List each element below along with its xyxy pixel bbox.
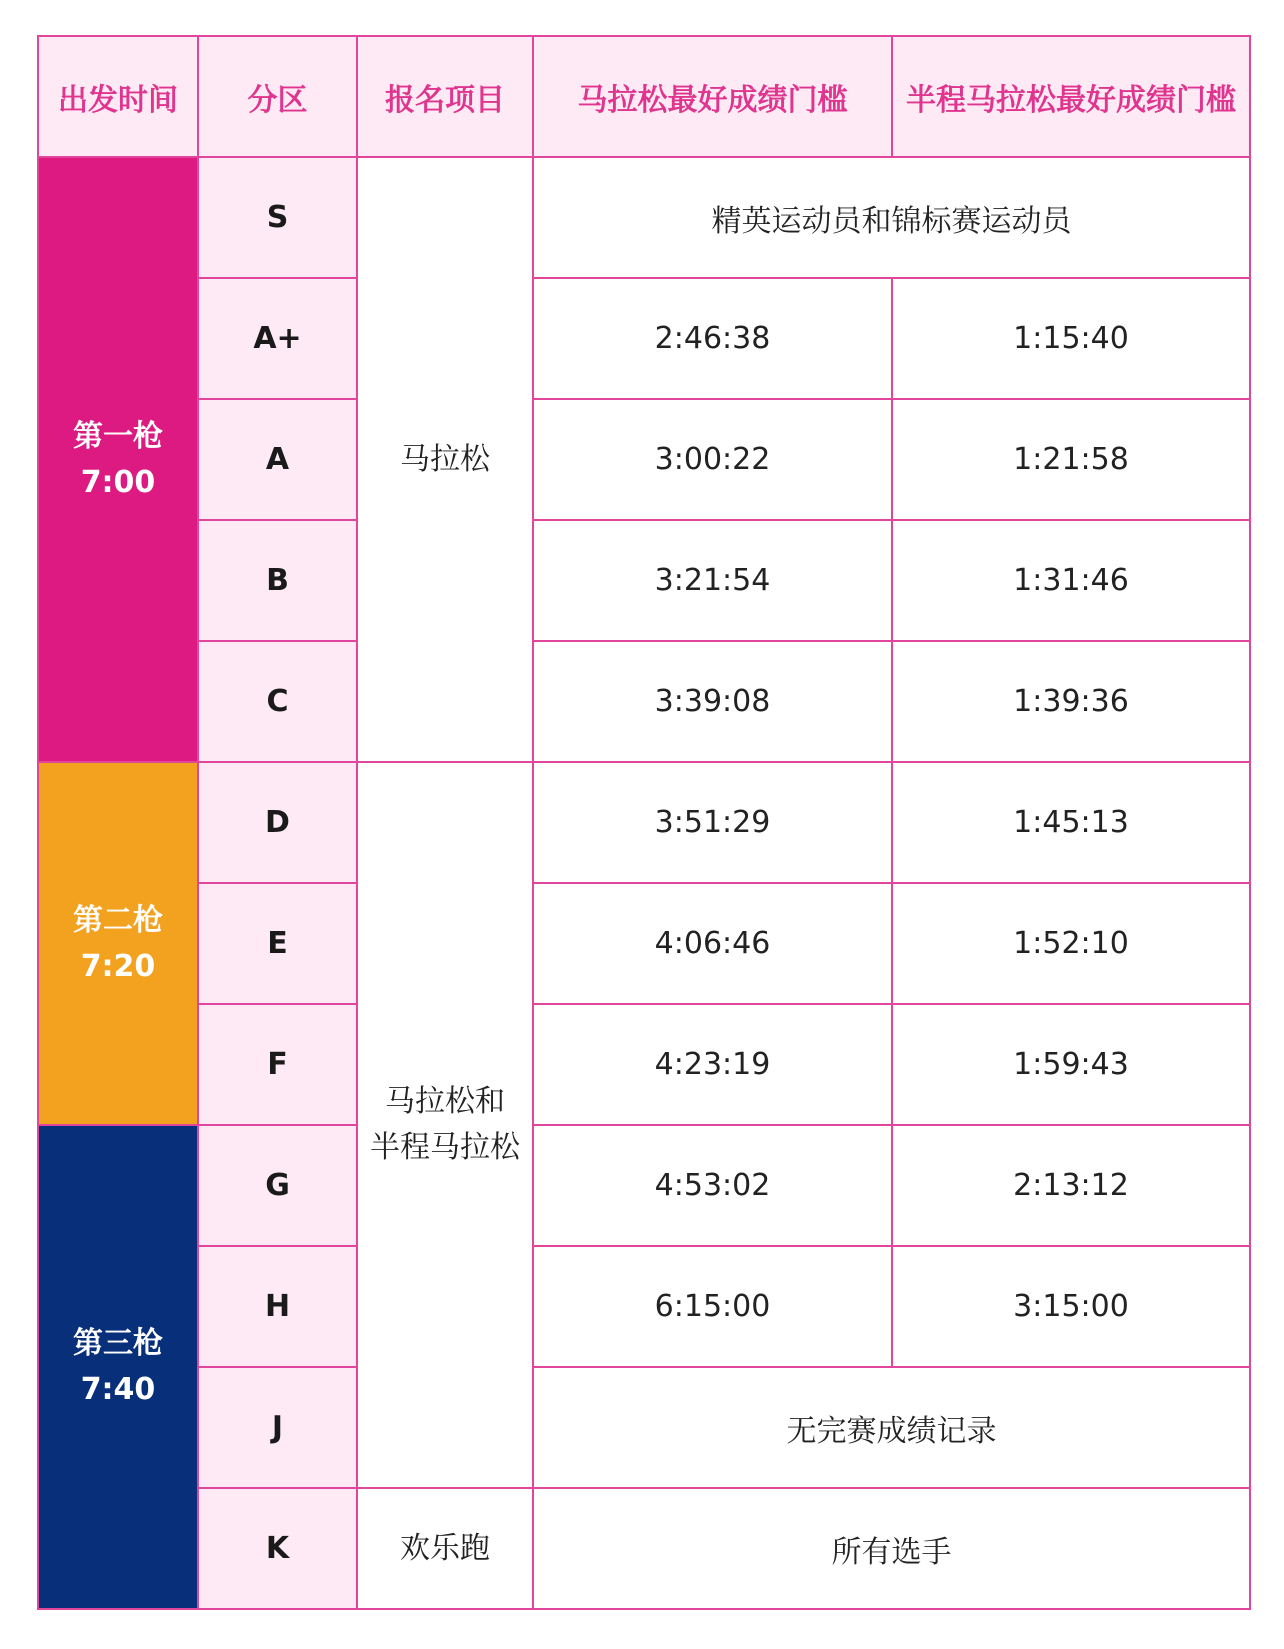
half-threshold-cell: 1:15:40: [892, 278, 1250, 399]
zone-cell: G: [198, 1125, 357, 1246]
table-row: [38, 520, 1250, 641]
gun-3-label: 第三枪: [73, 1326, 163, 1361]
table-row: [38, 1367, 1250, 1488]
gun-2-time: 7:20: [80, 948, 156, 984]
zone-cell: B: [198, 520, 357, 641]
marathon-threshold-cell: 4:23:19: [533, 1004, 892, 1125]
event-marathon-cell: 马拉松: [357, 157, 533, 762]
header-zone: 分区: [198, 36, 357, 157]
table-row: [38, 1488, 1250, 1609]
threshold-merged-cell: 无完赛成绩记录: [533, 1367, 1250, 1488]
zone-cell: D: [198, 762, 357, 883]
half-threshold-cell: 1:21:58: [892, 399, 1250, 520]
event-fun-run-cell: 欢乐跑: [357, 1488, 533, 1609]
header-row: [38, 36, 1250, 157]
marathon-threshold-cell: 3:21:54: [533, 520, 892, 641]
gun-2-cell: [38, 762, 198, 1125]
header-marathon-threshold: 马拉松最好成绩门槛: [533, 36, 892, 157]
event-combined-line1: 马拉松和: [385, 1084, 505, 1119]
zone-cell: J: [198, 1367, 357, 1488]
zone-cell: E: [198, 883, 357, 1004]
half-threshold-cell: 1:59:43: [892, 1004, 1250, 1125]
half-threshold-cell: 1:52:10: [892, 883, 1250, 1004]
marathon-threshold-cell: 3:39:08: [533, 641, 892, 762]
threshold-merged-cell: 所有选手: [533, 1488, 1250, 1609]
header-event: 报名项目: [357, 36, 533, 157]
half-threshold-cell: 1:39:36: [892, 641, 1250, 762]
gun-3-time: 7:40: [80, 1372, 156, 1407]
table-row: [38, 1125, 1250, 1246]
table-row: [38, 399, 1250, 520]
start-zone-table-wrapper: [37, 35, 1249, 1610]
zone-cell: H: [198, 1246, 357, 1367]
table-row: [38, 762, 1250, 883]
event-combined-cell: [357, 762, 533, 1488]
gun-1-label: 第一枪: [73, 418, 163, 454]
gun-2-label: 第二枪: [73, 902, 163, 938]
zone-cell: A: [198, 399, 357, 520]
zone-cell: A+: [198, 278, 357, 399]
zone-cell: K: [198, 1488, 357, 1609]
zone-cell: F: [198, 1004, 357, 1125]
table-row: [38, 278, 1250, 399]
marathon-threshold-cell: 4:53:02: [533, 1125, 892, 1246]
gun-1-time: 7:00: [80, 464, 156, 500]
table-row: [38, 1246, 1250, 1367]
half-threshold-cell: 2:13:12: [892, 1125, 1250, 1246]
marathon-threshold-cell: 3:51:29: [533, 762, 892, 883]
start-zone-table: [37, 35, 1251, 1610]
threshold-merged-cell: 精英运动员和锦标赛运动员: [533, 157, 1250, 278]
half-threshold-cell: 1:45:13: [892, 762, 1250, 883]
zone-cell: S: [198, 157, 357, 278]
table-row: [38, 883, 1250, 1004]
marathon-threshold-cell: 2:46:38: [533, 278, 892, 399]
header-half-threshold: 半程马拉松最好成绩门槛: [892, 36, 1250, 157]
marathon-threshold-cell: 4:06:46: [533, 883, 892, 1004]
zone-cell: C: [198, 641, 357, 762]
half-threshold-cell: 1:31:46: [892, 520, 1250, 641]
gun-1-cell: [38, 157, 198, 762]
gun-3-cell: [38, 1125, 198, 1609]
header-start-time: 出发时间: [38, 36, 198, 157]
event-combined-line2: 半程马拉松: [370, 1130, 520, 1165]
table-row: [38, 1004, 1250, 1125]
table-row: [38, 641, 1250, 762]
marathon-threshold-cell: 3:00:22: [533, 399, 892, 520]
marathon-threshold-cell: 6:15:00: [533, 1246, 892, 1367]
half-threshold-cell: 3:15:00: [892, 1246, 1250, 1367]
table-row: [38, 157, 1250, 278]
